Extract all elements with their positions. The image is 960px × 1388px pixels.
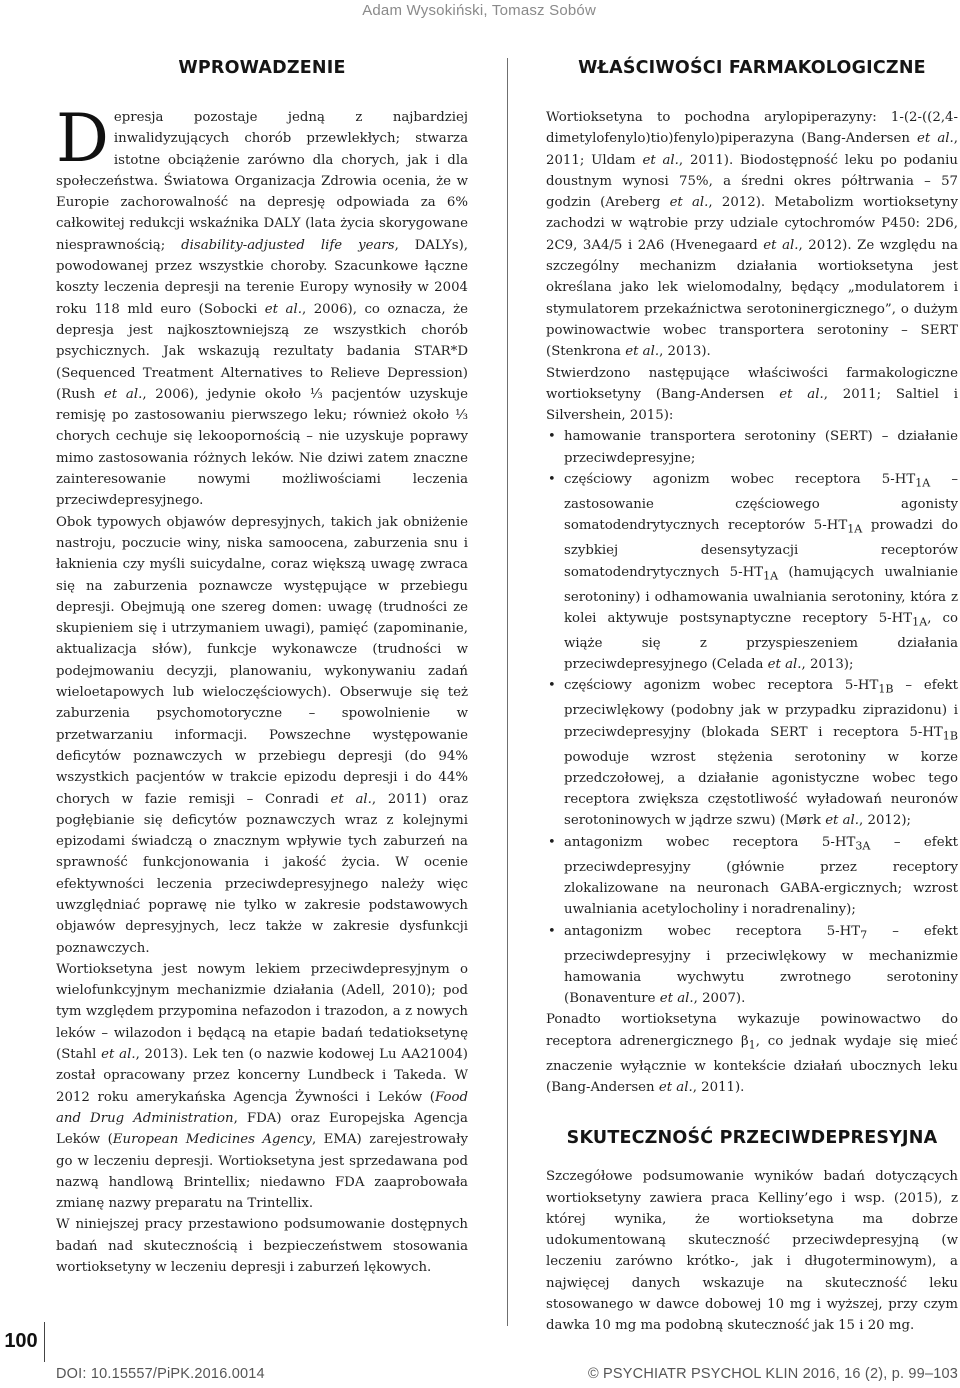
paragraph: Wortioksetyna jest nowym lekiem przeciwdepresyjnym o wielofunkcyjnym mechanizmie działania (Adell, 2010); pod tym względem przypomina nefazodon i trazodon, a z nowych leków – wilazodon i będącą na etapie badań tedatioksetynę (Stahl et al., 2013). Lek ten (o nazwie kodowej Lu AA21004) został opracowany przez koncerny Lundbeck i Takeda. W 2012 roku amerykańska Agencja Żywności i Leków (Food and Drug Administration, FDA) oraz Europejska Agencja Leków (European Medicines Agency, EMA) zarejestrowały go w leczeniu depresji. Wortioksetyna jest sprzedawana pod nazwą handlową Brintellix; niedawno FDA zaaprobowała zmianę nazwy preparatu na Trintellix. bbox=[56, 961, 469, 1212]
section-heading-introduction: WPROWADZENIE bbox=[178, 58, 346, 78]
running-header-authors: Adam Wysokiński, Tomasz Sobów bbox=[362, 2, 596, 19]
page-number-rule bbox=[44, 1322, 45, 1362]
left-column bbox=[56, 58, 468, 1278]
list-item: • częściowy agonizm wobec receptora $5-HT_{1A}$ – zastosowanie częściowego agonisty somatodendrytycznych receptorów $5-HT_{1A}$ prowadzi do szybkiej desensytyzacji receptorów somatodendrytycznych $5-HT_{1A}$ (hamujących uwalnianie serotoniny) i odhamowania uwalniania serotoniny, która z kolei aktywuje postsynaptyczne receptory $5-HT_{1A}$, co wiąże się z przyspieszeniem działania przeciwdepresyjnego (Celada et al., 2013); bbox=[546, 469, 958, 675]
list-item: • antagonizm wobec receptora $5-HT_{3A}$ – efekt przeciwdepresyjny (głównie przez receptory zlokalizowane na neuronach GABA-ergicznych; wzrost uwalniania acetylocholiny i noradrenaliny); bbox=[546, 832, 958, 921]
column-divider bbox=[507, 58, 508, 1326]
list-item: • częściowy agonizm wobec receptora $5-HT_{1B}$ – efekt przeciwlękowy (podobny jak w przypadku ziprazidonu) i przeciwdepresyjny (blokada SERT i receptora $5-HT_{1B}$ powoduje wzrost stężenia serotoniny w korze przedczołowej, a działanie agonistyczne wobec tego receptora zwiększa częstotliwość wyładowań neuronów serotoninowych w jądrze szwu) (Mørk et al., 2012); bbox=[546, 675, 958, 831]
page-number: 100 bbox=[4, 1330, 38, 1352]
list-item: • antagonizm wobec receptora $5-HT_7$ – efekt przeciwdepresyjny i przeciwlękowy w mechanizmie hamowania wychwytu zwrotnego serotoniny (Bonaventure et al., 2007). bbox=[546, 921, 958, 1010]
paragraph: W niniejszej pracy przestawiono podsumowanie dostępnych badań nad skutecznością i bezpieczeństwem stosowania wortioksetyny w leczeniu depresji i zaburzeń lękowych. bbox=[56, 1217, 468, 1276]
drop-cap: D bbox=[56, 100, 109, 177]
paragraph: Ponadto wortioksetyna wykazuje powinowactwo do receptora adrenergicznego $\beta_1$, co jednak wydaje się mieć znaczenie wyłącznie w kontekście działań ubocznych leku (Bang-Andersen et al., 2011). bbox=[546, 1012, 958, 1095]
paragraph: Stwierdzono następujące właściwości farmakologiczne wortioksetyny (Bang-Andersen et al., 2011; Saltiel i Silvershein, 2015): bbox=[546, 365, 958, 424]
footer-doi: DOI: 10.15557/PiPK.2016.0014 bbox=[56, 1366, 265, 1382]
paragraph: Wortioksetyna to pochodna arylopiperazyny: 1-(2-((2,4-dimetylofenylo)tio)fenylo)piperazyna (Bang-Andersen et al., 2011; Uldam et al., 2011). Biodostępność leku po podaniu doustnym wynosi 75%, a średni okres półtrwania – 57 godzin (Areberg et al., 2012). Metabolizm wortioksetyny zachodzi w wątrobie przy udziale cytochromów P450: 2D6, 2C9, 3A4/5 i 2A6 (Hvenegaard et al., 2012). Ze względu na szczególny mechanizm działania wortioksetyna jest określana jako lek wielomodalny, będący „modulatorem i stymulatorem przekaźnictwa serotoninergicznego”, o dużym powinowactwie wobec transportera serotoniny – SERT (Stenkrona et al., 2013). bbox=[546, 110, 958, 360]
section-heading-efficacy: SKUTECZNOŚĆ PRZECIWDEPRESYJNA bbox=[566, 1128, 938, 1149]
section-heading-pharmacology: WŁAŚCIWOŚCI FARMAKOLOGICZNE bbox=[578, 58, 926, 78]
list-item: • hamowanie transportera serotoniny (SERT) – działanie przeciwdepresyjne; bbox=[546, 426, 958, 469]
paragraph: Depresja pozostaje jedną z najbardziej inwalidyzujących chorób przewlekłych; stwarza istotne obciążenie zarówno dla chorych, jak i dla społeczeństwa. Światowa Organizacja Zdrowia ocenia, że w Europie zachorowalność na depresję odpowiada za 6% całkowitej redukcji wskaźnika DALY (lata życia skorygowane niesprawnością; disability-adjusted life years, DALYs), powodowanej przez wszystkie choroby. Szacunkowe łączne koszty leczenia depresji na terenie Europy wynosiły w 2004 roku 118 mld euro (Sobocki et al., 2006), co oznacza, że depresja jest najkosztowniejszą ze wszystkich chorób psychicznych. Jak wskazują rezultaty badania STAR*D (Sequenced Treatment Alternatives to Relieve Depression) (Rush et al., 2006), jedynie około ⅓ pacjentów uzyskuje remisję po zastosowaniu pierwszego leku; również około ⅓ chorych cechuje się lekoopornością – nie uzyskuje poprawy mimo zastosowania różnych leków. Nie dziwi zatem znaczne zainteresowanie nowymi możliwościami leczenia przeciwdepresyjnego. bbox=[56, 100, 468, 509]
properties-list bbox=[546, 426, 958, 1009]
paragraph: Obok typowych objawów depresyjnych, takich jak obniżenie nastroju, poczucie winy, niska samoocena, zaburzenia snu i łaknienia czy myśli suicydalne, coraz większą uwagę zwraca się na zaburzenia poznawcze występujące w przebiegu depresji. Obejmują one szereg domen: uwagę (trudności ze skupieniem się i utrzymaniem uwagi), pamięć (zapominanie, aktualizacja słów), funkcje wykonawcze (trudności w podejmowaniu decyzji, planowaniu, wykonywaniu zadań wieloetapowych lub wieloczęściowych). Obserwuje się też zaburzenia psychomotoryczne – spowolnienie w przetwarzaniu informacji. Powszechne występowanie deficytów poznawczych w przebiegu depresji (do 94% wszystkich pacjentów w trakcie epizodu depresji i do 44% chorych w fazie remisji – Conradi et al., 2011) oraz pogłębianie się deficytów poznawczych wraz z kolejnymi epizodami świadczą o znacznym wpływie tych zaburzeń na sprawność funkcjonowania i jakość życia. W ocenie efektywności leczenia przeciwdepresyjnego należy więc uwzględniać poprawę nie tylko w zakresie podstawowych objawów depresyjnych, lecz także w zakresie dysfunkcji poznawczych. bbox=[56, 514, 468, 956]
footer-citation: © PSYCHIATR PSYCHOL KLIN 2016, 16 (2), p. 99–103 bbox=[587, 1366, 958, 1382]
right-column bbox=[546, 58, 958, 1337]
paragraph: Szczegółowe podsumowanie wyników badań dotyczących wortioksetyny zawiera praca Kelliny’ego i wsp. (2015), z której wynika, że wortioksetyna ma dobrze udokumentowaną skuteczność przeciwdepresyjną (w leczeniu zarówno krótko-, jak i długoterminowym), a najwięcej danych wskazuje na skuteczność leku stosowanego w dawce dobowej 10 mg i wyższej, przy czym dawka 10 mg ma podobną skuteczność jak 15 i 20 mg. bbox=[546, 1169, 958, 1334]
